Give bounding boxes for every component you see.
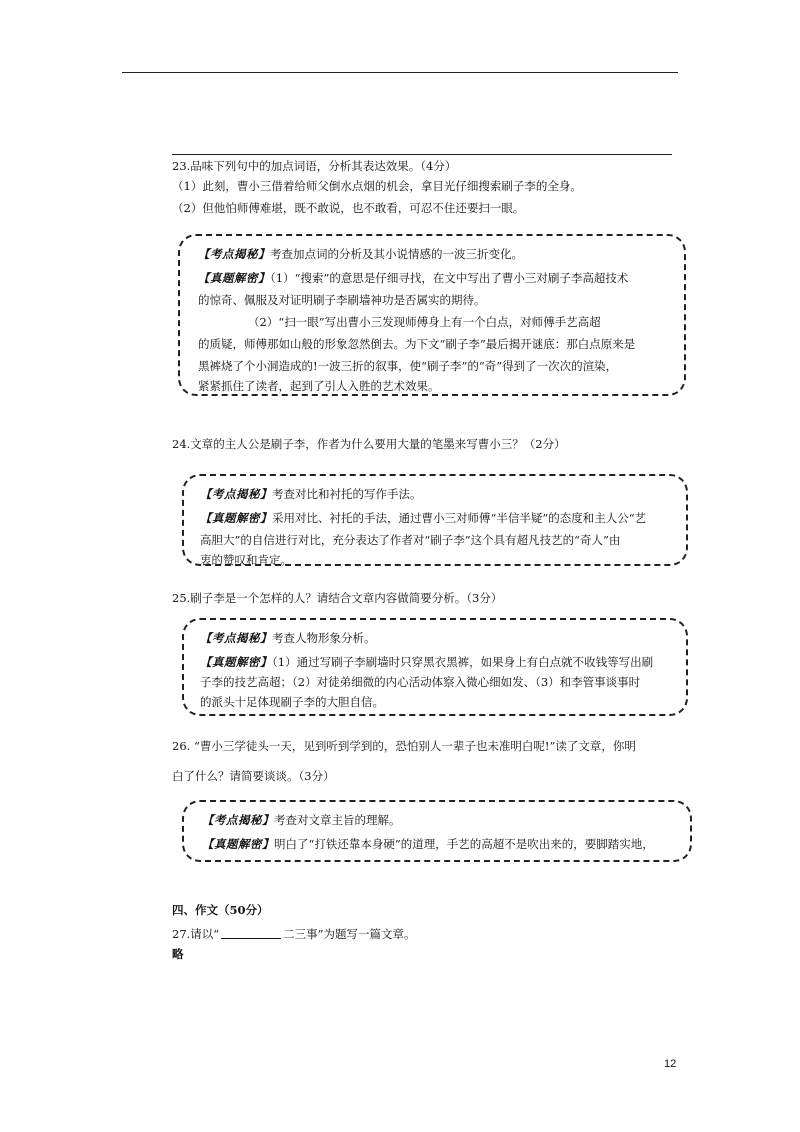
answer-23-line-1: 【考点揭秘】考查加点词的分析及其小说情感的一波三折变化。: [198, 247, 523, 261]
answer-26-tag-jiemi: 【真题解密】: [202, 837, 274, 851]
question-24-title: 24.文章的主人公是刷子李，作者为什么要用大量的笔墨来写曹小三？（2分）: [172, 437, 566, 451]
title-blank: [221, 928, 281, 939]
answer-26-tag-kaodian: 【考点揭秘】: [202, 813, 274, 827]
answer-25-tag-jiemi: 【真题解密】: [200, 655, 272, 669]
answer-23-tag-jiemi: 【真题解密】: [198, 271, 270, 285]
page-number: 12: [664, 1058, 677, 1070]
answer-25-tag-kaodian: 【考点揭秘】: [200, 631, 272, 645]
answer-23-line-4: （2）“扫一眼”写出曹小三发现师傅身上有一个白点，对师傅手艺高超: [248, 315, 601, 329]
answer-24-line-2: 【真题解密】采用对比、衬托的手法，通过曹小三对师傅“半信半疑”的态度和主人公“艺: [200, 511, 647, 525]
answer-23-line-3: 的惊奇、佩服及对证明刷子李刷墙神功是否属实的期待。: [198, 293, 486, 307]
question-23-item-1: （1）此刻，曹小三借着给师父倒水点烟的机会，拿目光仔细搜索刷子李的全身。: [172, 179, 582, 193]
answer-24-tag-kaodian: 【考点揭秘】: [200, 487, 272, 501]
answer-23-tag-kaodian: 【考点揭秘】: [198, 247, 270, 261]
question-23-item-2: （2）但他怕师傅难堪，既不敢说，也不敢看，可忍不住还要扫一眼。: [172, 201, 525, 215]
answer-24-line-3: 高胆大”的自信进行对比，充分表达了作者对“刷子李”这个具有超凡技艺的“奇人”由: [200, 533, 621, 547]
question-25-title: 25.刷子李是一个怎样的人？请结合文章内容做简要分析。（3分）: [172, 591, 503, 605]
section-4-heading: 四、作文（50分）: [172, 903, 269, 917]
answer-25-line-1: 【考点揭秘】考查人物形象分析。: [200, 631, 376, 645]
answer-23-line-5: 的质疑，师傅那如山般的形象忽然倒去。为下文“刷子李”最后揭开谜底：那白点原来是: [198, 337, 636, 351]
question-27-prompt: 27.请以“ 二三事”为题写一篇文章。: [172, 927, 416, 941]
answer-26-line-1: 【考点揭秘】考查对文章主旨的理解。: [202, 813, 401, 827]
answer-24-line-1: 【考点揭秘】考查对比和衬托的写作手法。: [200, 487, 422, 501]
question-27-answer: 略: [172, 947, 184, 961]
question-23-title: 23.品味下列句中的加点词语，分析其表达效果。（4分）: [172, 159, 457, 173]
answer-24-tag-jiemi: 【真题解密】: [200, 511, 272, 525]
answer-23-line-7: 紧紧抓住了读者，起到了引人入胜的艺术效果。: [198, 379, 440, 393]
header-rule: [122, 72, 678, 73]
answer-24-line-4: 衷的赞叹和肯定。: [200, 553, 292, 567]
answer-25-line-3: 子李的技艺高超；（2）对徒弟细微的内心活动体察入微心细如发、（3）和李管事谈事时: [200, 675, 641, 689]
answer-box-26: [182, 800, 692, 862]
question-26-title-line-1: 26. “曹小三学徒头一天，见到听到学到的，恐怕别人一辈子也未准明白呢!”读了文章，你明: [172, 739, 636, 753]
section-rule: [172, 154, 672, 155]
answer-25-line-2: 【真题解密】（1）通过写刷子李刷墙时只穿黑衣黑裤，如果身上有白点就不收钱等写出刷: [200, 655, 654, 669]
question-26-title-line-2: 白了什么？请简要谈谈。（3分）: [172, 769, 335, 783]
answer-25-line-4: 的派头十足体现刷子李的大胆自信。: [200, 695, 384, 709]
answer-23-line-2: 【真题解密】（1）“搜索”的意思是仔细寻找，在文中写出了曹小三对刷子李高超技术: [198, 271, 629, 285]
answer-23-line-6: 黑裤烧了个小洞造成的!一波三折的叙事，使“刷子李”的“奇”得到了一次次的渲染，: [198, 359, 618, 373]
answer-26-line-2: 【真题解密】明白了“打铁还靠本身硬”的道理，手艺的高超不是吹出来的，要脚踏实地，: [202, 837, 654, 851]
answer-24-cut-off: [200, 552, 680, 567]
